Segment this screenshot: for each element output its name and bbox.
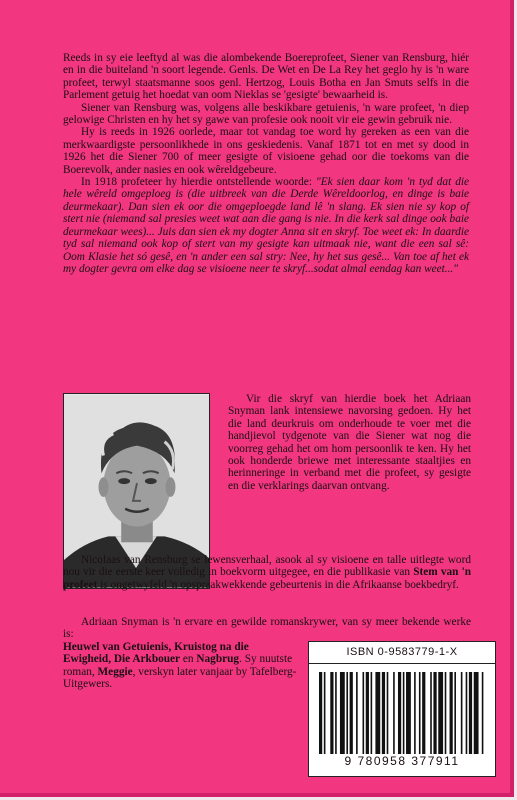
intro-text [63,52,469,275]
intro-paragraph-4 [63,176,469,275]
barcode-bar [366,672,369,754]
barcode-bar [335,672,337,754]
intro-paragraph-3: Hy is reeds in 1926 oorlede, maar tot vandag toe word hy gereken as een van die merkwaardigste persoonlikhede in ons geskiedenis. Vanaf 1871 tot en met sy dood in 1926 het die Siener 700 of meer gesigte of visioene gehad oor die toekoms van die Boerevolk, ander nasies en ook wêreldgebeure. [63,126,469,176]
barcode-bar [356,672,358,754]
intro-paragraph-1: Reeds in sy eie leeftyd al was die alombekende Boereprofeet, Siener van Rensburg, hiér en in die buiteland 'n soort legende. Genls. De Wet en De La Rey het geglo hy is 'n ware profeet, terwyl staatsmanne soos genl. Hertzog, Louis Botha en Jan Smuts selfs in die Parlement getuig het hoedat van oom Nieklas se 'gesigte' bewaarheid is. [63,52,469,102]
book-title: Stem van 'n profeet [63,566,471,591]
works-last-title: Nagbrug [196,653,240,666]
barcode-bar [419,672,421,754]
prophecy-lead: In 1918 profeteer hy hierdie ontstellende woorde: [81,176,316,189]
newest-title: Meggie [97,665,133,678]
works-lead: Adriaan Snyman is 'n ervare en gewilde romanskrywer, van sy meer bekende werke is: [63,616,471,641]
barcode-bar [375,672,380,754]
barcode-bar [393,672,395,754]
barcode-bar [387,672,389,754]
author-text-beside-photo [228,393,471,492]
barcode-bar [403,672,405,754]
works-text-left [63,641,299,691]
isbn-label: ISBN 0-9583779-1-X [309,642,495,664]
publisher-note: , verskyn later vanjaar by Tafelberg-Uitgewers. [63,665,297,691]
barcode-bar [450,672,453,754]
works-newest-lead: . Sy nuutste roman, [63,653,293,678]
barcode-bar [346,672,348,754]
works-paragraph [63,641,299,691]
barcode-bar [406,672,411,754]
barcode-bar [330,672,333,754]
works-text [63,616,471,641]
barcode-bar [474,672,479,754]
works-and: en [180,653,197,666]
barcode-bar [398,672,401,754]
author-paragraph-2-end: is ongetwyfeld 'n opspraakwekkende gebeurtenis in die Afrikaanse boekbedryf. [97,578,459,591]
barcode-bar [430,672,432,754]
barcode-bar [422,672,425,754]
barcode-bar [340,672,345,754]
barcode-digits: 9 780958 377911 [344,754,460,768]
works-paragraph-top [63,616,471,641]
barcode-bar [371,672,373,754]
barcode-bar [382,672,385,754]
barcode-bar [482,672,484,754]
author-paragraph-2 [63,554,471,591]
prophecy-quote: "Ek sien daar kom 'n tyd dat die hele wêreld omgeploeg is (die uitbreek van die Derde Wêreldoorlog, en dinge is baie deurmekaar). Dan sien ek oor die omgeploegde land lê 'n slang. Ek sien nie sy kop of stert nie (niemand sal presies weet wat aan die gang is nie. In die kerk sal dinge ook baie deurmekaar wees)... Juis dan sien ek my dogter Anna sit en skryf. Toe weet ek: In daardie tyd sal niemand ook kop of stert van my gesigte kan uitmaak nie, want die een sal sê: Oom Klasie het só gesê, en 'n ander een sal stry: Nee, hy het sus gesê... Van toe af het ek my dogter gevra om elke dag se visioene neer te skryf...sodat almal eendag kan weet..." [63,176,469,275]
works-titles: Heuwel van Getuienis, Kruistog na die Ewigheid, Die Arkbouer [63,641,249,666]
author-paragraph-1: Vir die skryf van hierdie boek het Adriaan Snyman lank intensiewe navorsing gedoen. Hy het die land deurkruis om onderhoude te voer met die handjievol tydgenote van die Siener wat nog die voorreg gehad het om hom persoonlik te ken. Hy het ook honderde briewe met interessante staaltjies en herinneringe in verband met die profeet, sy gesigte en die verklarings daarvan ontvang. [228,393,471,492]
intro-paragraph-2: Siener van Rensburg was, volgens alle beskikbare getuienis, 'n ware profeet, 'n diep gelowige Christen en hy het sy gawe van profesie ook nooit vir eie gewin gebruik nie. [63,101,469,127]
barcode-icon [319,672,485,754]
barcode-bar [363,672,365,754]
barcode-bar [438,672,443,754]
barcode-bar [433,672,436,754]
barcode-bar [350,672,353,754]
barcode-bar [466,672,468,754]
author-text-lower [63,554,471,591]
barcode-bar [454,672,456,754]
barcode-bar [414,672,416,754]
barcode-bar [469,672,472,754]
barcode-bar [324,672,326,754]
barcode-bar [461,672,463,754]
barcode-box [308,641,496,777]
barcode-bar [445,672,447,754]
barcode-bar [319,672,322,754]
author-paragraph-2-start: Nicolaas van Rensburg se lewensverhaal, asook al sy visioene en talle uitlegte word nou vir die eerste keer volledig in boekvorm uitgegee, en die publikasie van [63,554,471,579]
